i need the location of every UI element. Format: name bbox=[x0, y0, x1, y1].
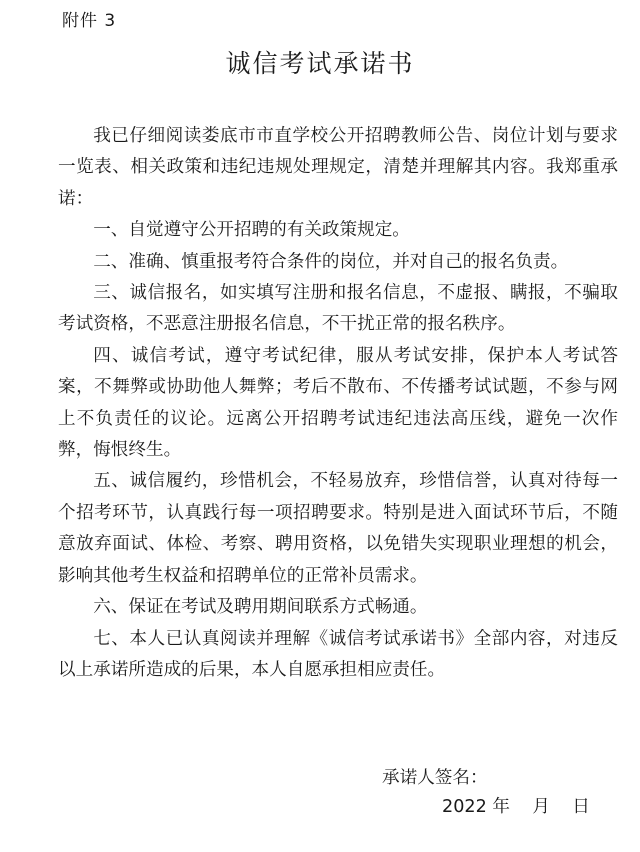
pledge-body bbox=[58, 121, 618, 686]
pledge-item-2: 二、准确、慎重报考符合条件的岗位，并对自己的报名负责。 bbox=[93, 251, 569, 272]
signature-label: 承诺人签名： bbox=[382, 768, 488, 788]
pledge-item-4: 四、诚信考试，遵守考试纪律，服从考试安排，保护本人考试答案，不舞弊或协助他人舞弊；考后不散布、不传播考试试题，不参与网上不负责任的议论。远离公开招聘考试违纪违法高压线，避免一次作弊，悔恨终生。 bbox=[58, 345, 618, 461]
attachment-label: 附件 3 bbox=[62, 11, 117, 31]
pledge-item-6: 六、保证在考试及聘用期间联系方式畅通。 bbox=[93, 597, 428, 618]
pledge-item-7: 七、本人已认真阅读并理解《诚信考试承诺书》全部内容，对违反以上承诺所造成的后果，本人自愿承担相应责任。 bbox=[58, 628, 618, 680]
pledge-item-5: 五、诚信履约，珍惜机会，不轻易放弃，珍惜信誉，认真对待每一个招考环节，认真践行每一项招聘要求。特别是进入面试环节后，不随意放弃面试、体检、考察、聘用资格，以免错失实现职业理想的机会，影响其他考生权益和招聘单位的正常补员需求。 bbox=[58, 471, 618, 586]
document-title: 诚信考试承诺书 bbox=[225, 49, 415, 78]
intro-paragraph: 我已仔细阅读娄底市市直学校公开招聘教师公告、岗位计划与要求一览表、相关政策和违纪违规处理规定，清楚并理解其内容。我郑重承诺： bbox=[58, 126, 618, 209]
date-line: 2022 年 月 日 bbox=[442, 797, 590, 817]
pledge-item-3: 三、诚信报名，如实填写注册和报名信息，不虚报、瞒报，不骗取考试资格，不恶意注册报名信息，不干扰正常的报名秩序。 bbox=[58, 283, 618, 335]
pledge-item-1: 一、自觉遵守公开招聘的有关政策规定。 bbox=[93, 220, 410, 241]
